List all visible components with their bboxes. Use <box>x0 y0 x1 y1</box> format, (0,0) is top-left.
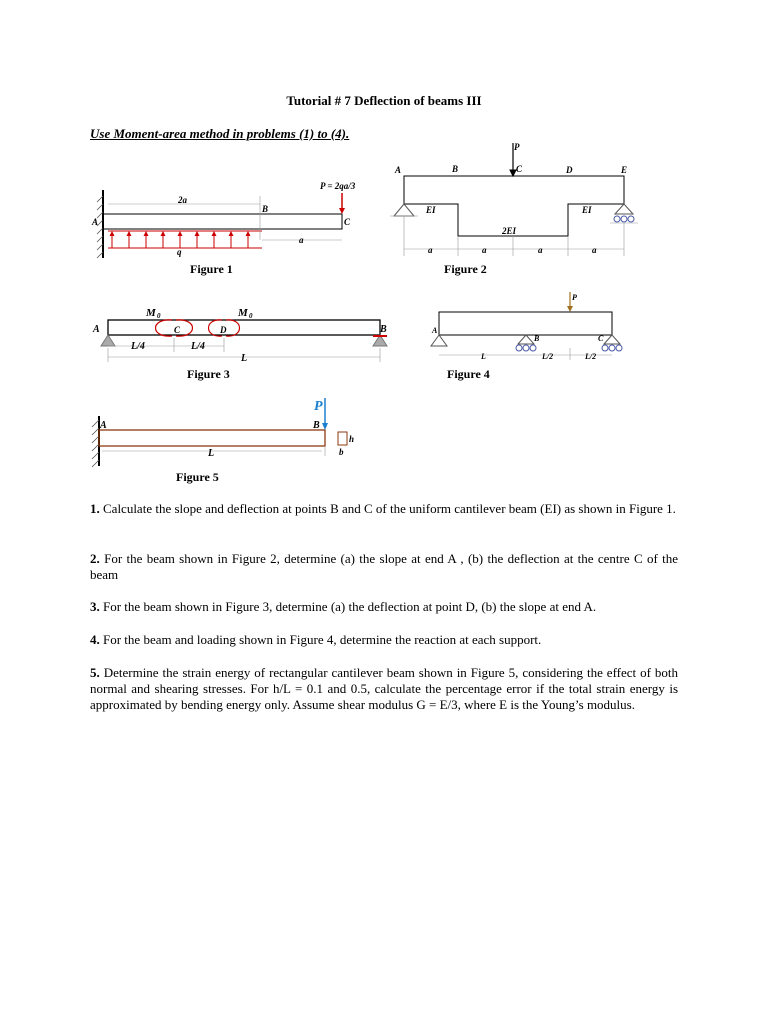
fig4-label-c: C <box>598 334 604 343</box>
problem-2-number: 2. <box>90 551 100 566</box>
fig2-label-a: A <box>395 165 402 175</box>
fig2-caption: Figure 2 <box>444 262 487 276</box>
fig4-label-a: A <box>432 326 438 335</box>
fig4-dim-l: L <box>481 352 486 361</box>
fig3-label-b: B <box>380 324 387 335</box>
fig3-moment-1: M <box>146 307 156 319</box>
problem-1 <box>90 501 678 517</box>
problem-5-text: Determine the strain energy of rectangular cantilever beam shown in Figure 5, considering the effect of both normal and shearing stresses. For h/L = 0.1 and 0.5, calculate the percentage error if the total strain energy is approximated by bending energy only. Assume shear modulus G = E/3, where E is the Young’s modulus. <box>90 665 679 712</box>
fig1-label-a: A <box>92 217 99 227</box>
fig3-moment-2: M <box>238 307 248 319</box>
problem-2-text: For the beam shown in Figure 2, determine (a) the slope at end A , (b) the deflection at the centre C of the beam <box>90 551 679 582</box>
figure-2 <box>0 0 768 290</box>
fig2-ei-right: EI <box>582 205 592 215</box>
problem-5-number: 5. <box>90 665 100 680</box>
problem-1-text: Calculate the slope and deflection at points B and C of the uniform cantilever beam (EI) as shown in Figure 1. <box>103 501 676 516</box>
problem-4-text: For the beam and loading shown in Figure 4, determine the reaction at each support. <box>103 632 542 647</box>
fig3-caption: Figure 3 <box>187 367 230 381</box>
problem-3-number: 3. <box>90 599 100 614</box>
fig3-dim-2: L/4 <box>191 341 205 352</box>
fig5-dim-l: L <box>208 448 215 459</box>
fig4-beam <box>439 312 612 335</box>
fig3-moment-2-sub: 0 <box>249 312 253 320</box>
fig1-load-q: q <box>177 247 182 257</box>
fig4-label-b: B <box>534 334 540 343</box>
fig4-caption: Figure 4 <box>447 367 490 381</box>
fig3-label-d: D <box>220 325 227 335</box>
fig2-label-c: C <box>516 164 523 174</box>
fig2-dim-2: a <box>482 245 487 255</box>
fig5-dim-h: h <box>349 434 355 444</box>
fig2-dim-1: a <box>428 245 433 255</box>
problem-1-number: 1. <box>90 501 100 516</box>
fig2-roller-support <box>615 204 633 214</box>
fig2-pin-support <box>394 204 414 216</box>
figure-4 <box>0 280 768 390</box>
fig2-label-b: B <box>452 164 459 174</box>
fig2-label-e: E <box>621 165 628 175</box>
fig1-caption: Figure 1 <box>190 262 233 276</box>
fig4-load-p: P <box>572 293 577 302</box>
fig5-cross-section <box>338 432 347 445</box>
problem-5 <box>90 665 678 713</box>
fig4-roller-support-c <box>604 335 620 344</box>
fig1-load-p: P = 2qa/3 <box>320 181 356 191</box>
fig2-label-d: D <box>566 165 573 175</box>
fig5-label-b: B <box>313 420 320 431</box>
problem-3 <box>90 599 678 615</box>
page-title: Tutorial # 7 Deflection of beams III <box>286 93 482 108</box>
instruction-line: Use Moment-area method in problems (1) to (4). <box>90 126 350 141</box>
fig5-label-a: A <box>100 420 107 431</box>
problem-3-text: For the beam shown in Figure 3, determine (a) the deflection at point D, (b) the slope at end A. <box>103 599 597 614</box>
fig1-label-b: B <box>262 204 269 214</box>
fig1-dim-a: a <box>299 235 304 245</box>
fig2-dim-4: a <box>592 245 597 255</box>
fig3-dim-1: L/4 <box>131 341 145 352</box>
fig1-label-c: C <box>344 217 351 227</box>
fig2-dim-3: a <box>538 245 543 255</box>
fig3-label-a: A <box>93 324 100 335</box>
problem-4-number: 4. <box>90 632 100 647</box>
problem-2 <box>90 551 678 583</box>
fig4-dim-l2b: L/2 <box>585 352 597 361</box>
fig2-load-p: P <box>514 142 520 152</box>
problem-4 <box>90 632 678 648</box>
fig2-ei-left: EI <box>426 205 436 215</box>
fig3-label-c: C <box>174 325 181 335</box>
fig1-dim-2a: 2a <box>178 195 187 205</box>
fig5-beam <box>99 430 325 446</box>
figure-5 <box>0 390 768 490</box>
fig3-moment-1-sub: 0 <box>157 312 161 320</box>
fig4-roller-support-b <box>518 335 534 344</box>
fig4-pin-support-a <box>431 335 447 346</box>
fig5-caption: Figure 5 <box>176 470 219 484</box>
fig4-dim-l2a: L/2 <box>542 352 554 361</box>
fig3-dim-l: L <box>241 353 248 364</box>
fig2-ei-mid: 2EI <box>502 226 517 236</box>
fig5-dim-b: b <box>339 447 344 457</box>
fig5-load-p: P <box>314 399 323 414</box>
